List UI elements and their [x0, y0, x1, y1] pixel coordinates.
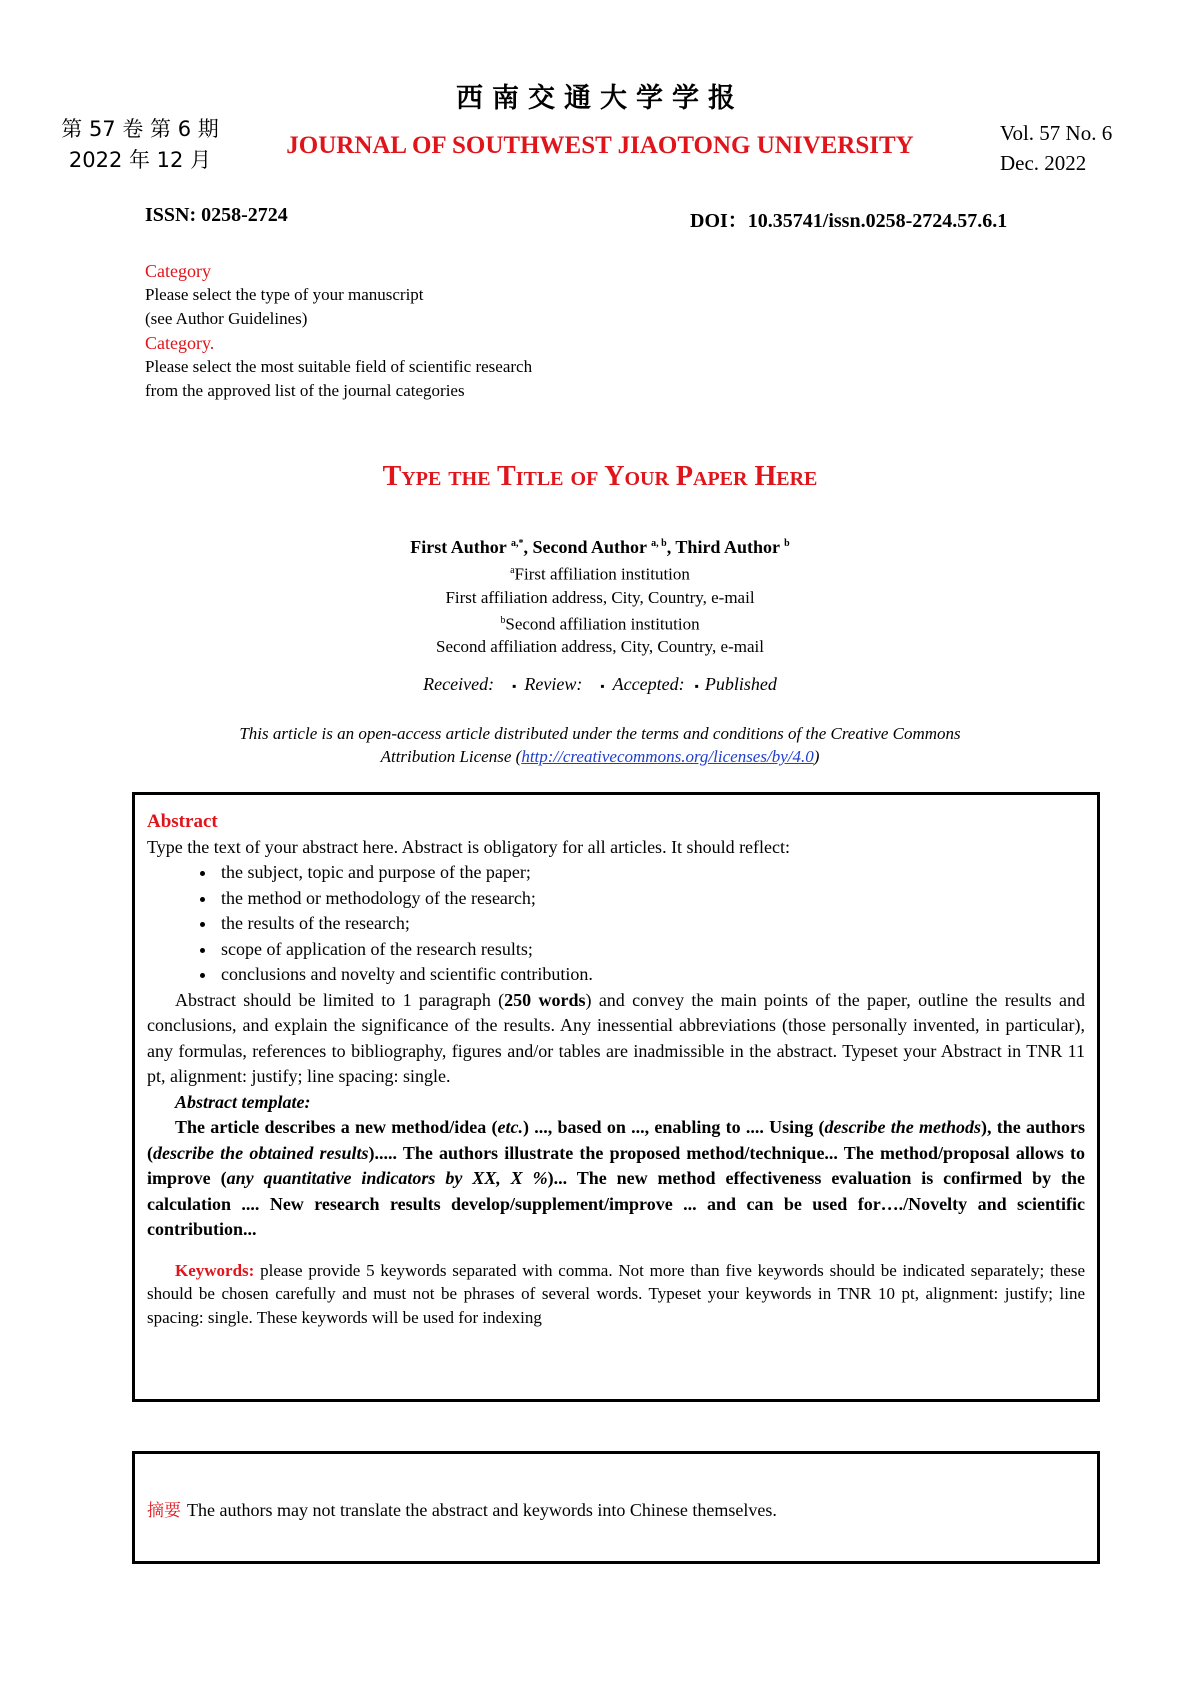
list-item: • conclusions and novelty and scientific contribution.: [217, 962, 1085, 988]
abstract-paragraph: [147, 988, 1085, 1090]
review-label: Review:: [524, 674, 583, 694]
published-label: Published: [704, 674, 777, 694]
abstract-template: [147, 1115, 1085, 1243]
license-statement: [0, 722, 1200, 768]
text-run-italic: describe the obtained results: [153, 1142, 369, 1163]
affiliation-mark: a: [510, 565, 515, 576]
text-run-italic: etc.: [497, 1117, 524, 1137]
abstract-content: [147, 809, 1085, 1329]
text-run: ) ..., based on ..., enabling to .... Using (: [523, 1117, 825, 1137]
category-text: from the approved list of the journal categories: [145, 381, 465, 400]
separator: ▪: [600, 679, 605, 693]
received-label: Received:: [423, 674, 495, 694]
category-label: Category: [145, 261, 211, 281]
license-link[interactable]: http://creativecommons.org/licenses/by/4.0: [521, 747, 814, 766]
author-second-sup: a, b: [651, 538, 667, 549]
keywords-paragraph: [147, 1259, 1085, 1330]
abstract-box: [132, 792, 1100, 1402]
text-run: ), the authors (: [147, 1117, 1085, 1163]
license-line: [0, 745, 1200, 768]
author-first-sup: a,*: [510, 538, 524, 549]
abstract-bullet-list: [147, 860, 1085, 988]
chinese-abstract-box: [132, 1451, 1100, 1564]
license-prefix: Attribution License (: [380, 747, 522, 766]
list-item: • the results of the research;: [217, 911, 1085, 937]
abstract-template-label: [147, 1090, 1085, 1116]
doi: DOI：10.35741/issn.0258-2724.57.6.1: [690, 210, 1008, 232]
affiliation-a: [0, 559, 1200, 586]
date-en: Dec. 2022: [1000, 151, 1087, 175]
text-run: The article describes a new method/idea (: [175, 1117, 498, 1137]
author-first: First Author: [410, 537, 507, 557]
text-run-bold: 250 words: [504, 989, 586, 1010]
author-names: First Author $^{a,*}$, Second Author $^{a, b}$, Third Author $^b$: [410, 537, 790, 557]
date-cn: 2022 年 12 月: [68, 148, 212, 172]
separator: ▪: [512, 679, 517, 693]
chinese-abstract-label: 摘要: [147, 1501, 181, 1521]
text-run: )..... The authors illustrate the proposed method/technique... The method/proposal allows to improve (: [147, 1142, 1086, 1188]
journal-title-english: JOURNAL OF SOUTHWEST JIAOTONG UNIVERSITY: [286, 132, 914, 159]
volume-issue-en: Vol. 57 No. 6: [1000, 121, 1113, 145]
category-block: [145, 259, 532, 403]
license-line: This article is an open-access article distributed under the terms and conditions of the Creative Commons: [239, 724, 961, 743]
issn: ISSN: 0258-2724: [145, 204, 288, 226]
authors-block: [0, 532, 1200, 658]
list-item: • the subject, topic and purpose of the paper;: [217, 860, 1085, 886]
volume-issue-cn: 第 57 卷 第 6 期: [61, 117, 219, 141]
keywords-label: Keywords:: [175, 1260, 255, 1280]
chinese-abstract-content: [147, 1496, 777, 1521]
chinese-abstract-text: The authors may not translate the abstract and keywords into Chinese themselves.: [187, 1500, 777, 1520]
text-run-italic: describe the methods: [824, 1117, 981, 1137]
abstract-label: Abstract: [147, 811, 218, 832]
text-run: Abstract should be limited to 1 paragraph (: [175, 989, 505, 1010]
list-item: • scope of application of the research results;: [217, 937, 1085, 963]
paper-title: Type the Title of Your Paper Here: [382, 461, 818, 492]
affiliation-address: Second affiliation address, City, Country, e-mail: [436, 637, 764, 657]
accepted-label: Accepted:: [612, 674, 685, 694]
template-label-text: Abstract template:: [175, 1091, 311, 1112]
text-run: )... The new method effectiveness evaluation is confirmed by the calculation .... New research results develop/supplement/improve ... and can be used for…./Novelty and scientific contribution...: [147, 1168, 1085, 1239]
volume-info-english: [1000, 118, 1112, 178]
author-second: Second Author: [532, 537, 647, 557]
affiliation-address: First affiliation address, City, Country, e-mail: [445, 587, 755, 607]
author-third: Third Author: [675, 537, 780, 557]
keywords-text: please provide 5 keywords separated with comma. Not more than five keywords should be indicated separately; these should be chosen carefully and must not be phrases of several words. Typeset your keywords in TNR 10 pt, alignment: justify; line spacing: single. These keywords will be used for indexing: [147, 1260, 1085, 1327]
article-dates: [0, 674, 1200, 695]
affiliation-mark: b: [500, 614, 506, 626]
category-text: (see Author Guidelines): [145, 309, 308, 328]
journal-title-chinese: 西南交通大学学报: [456, 83, 744, 114]
list-item: • the method or methodology of the research;: [217, 886, 1085, 912]
category-text: Please select the type of your manuscript: [145, 285, 424, 304]
affiliation-institution: First affiliation institution: [514, 564, 690, 584]
affiliation-b: [0, 609, 1200, 636]
text-run-italic: any quantitative indicators by XX, X %: [226, 1168, 548, 1188]
author-third-sup: b: [784, 538, 790, 549]
affiliation-institution: Second affiliation institution: [505, 614, 700, 634]
text-run: ) and convey the main points of the paper, outline the results and conclusions, and explain the significance of the results. Any inessential abbreviations (those personally invented, in particular), any formulas, references to bibliography, figures and/or tables are inadmissible in the abstract. Typeset your Abstract in TNR 11 pt, alignment: justify; line spacing: single.: [147, 989, 1085, 1086]
license-suffix: ): [813, 747, 820, 766]
separator: ▪: [694, 679, 699, 693]
category-text: Please select the most suitable field of scientific research: [145, 357, 533, 376]
abstract-intro: Type the text of your abstract here. Abstract is obligatory for all articles. It should reflect:: [147, 836, 791, 857]
category-label: Category.: [145, 333, 215, 353]
